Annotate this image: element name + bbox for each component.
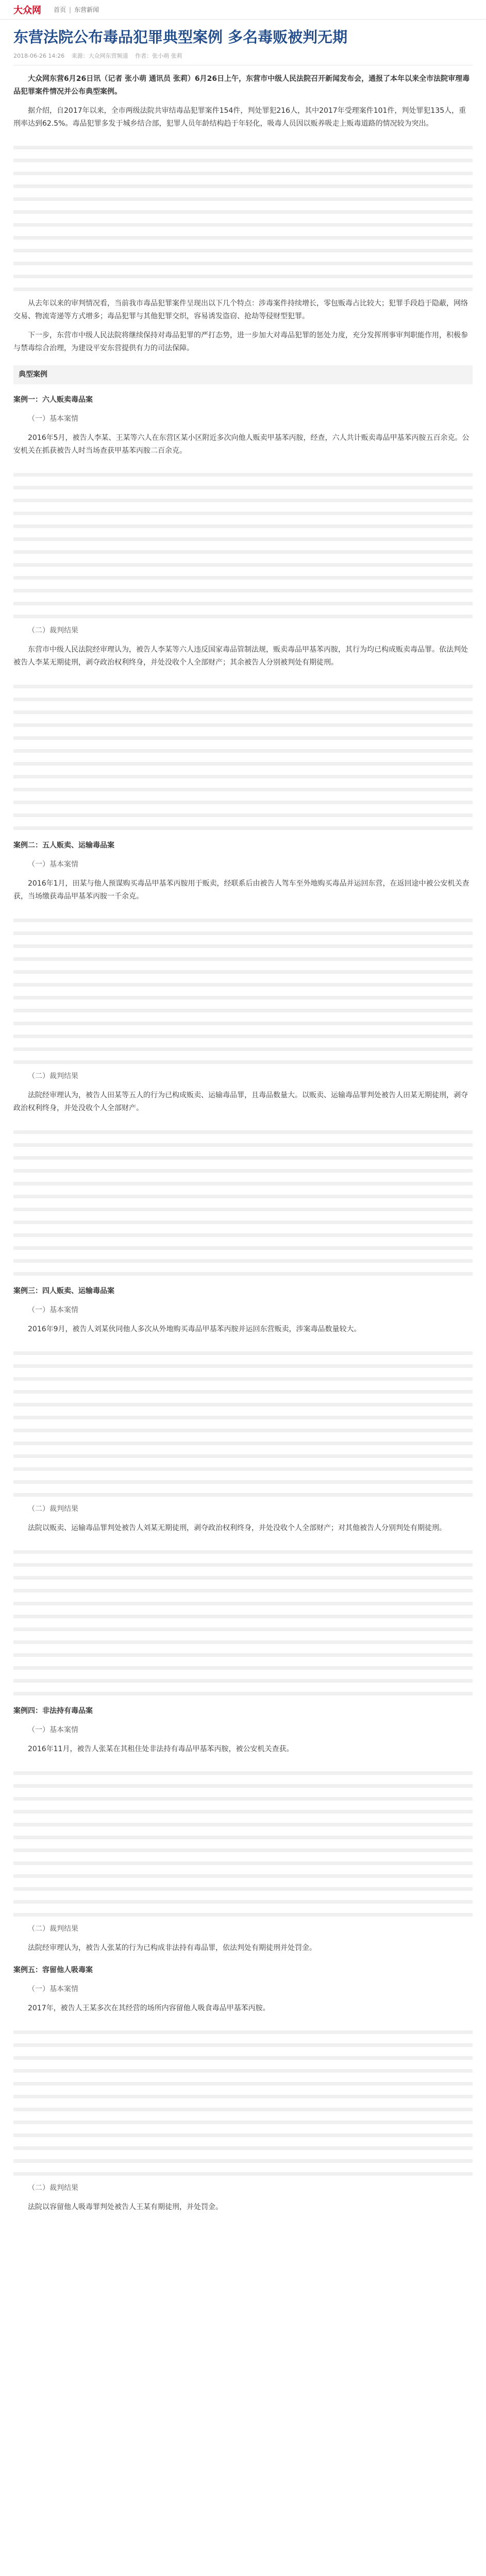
article-text-block	[13, 464, 473, 618]
case-body: 法院以容留他人吸毒罪判处被告人王某有期徒刑，并处罚金。	[28, 2203, 223, 2211]
article-paragraph: 下一步，东营市中级人民法院将继续保持对毒品犯罪的严打态势，进一步加大对毒品犯罪的惩处力度，充分发挥刑事审判职能作用，积极参与禁毒综合治理，为建设平安东营提供有力的司法保障。	[13, 331, 468, 352]
case-body: 东营市中级人民法院经审理认为，被告人李某等六人违反国家毒品管制法规，贩卖毒品甲基苯丙胺，其行为均已构成贩卖毒品罪。依法判处被告人李某无期徒刑，剥夺政治权利终身，并处没收个人全部财产；其余被告人分别被判处有期徒刑。	[13, 646, 468, 667]
case-body: 2016年9月，被告人刘某伙同他人多次从外地购买毒品甲基苯丙胺并运回东营贩卖，涉案毒品数量较大。	[28, 1325, 361, 1333]
case-subheading: （二）裁判结果	[28, 626, 78, 635]
article-text-block	[13, 137, 473, 291]
case-body: 2016年5月，被告人李某、王某等六人在东营区某小区附近多次向他人贩卖甲基苯丙胺，经查，六人共计贩卖毒品甲基苯丙胺五百余克。公安机关在抓获被告人时当场查获甲基苯丙胺二百余克。	[13, 434, 470, 455]
case-subheading: （一）基本案情	[28, 415, 78, 423]
case-subheading: （二）裁判结果	[28, 1072, 78, 1080]
case-subheading: （一）基本案情	[28, 1306, 78, 1314]
case-body: 法院以贩卖、运输毒品罪判处被告人刘某无期徒刑，剥夺政治权利终身，并处没收个人全部财产；对其他被告人分别判处有期徒刑。	[28, 1524, 446, 1532]
article-text-block	[13, 2021, 473, 2176]
breadcrumb-separator: |	[69, 6, 72, 13]
top-navigation-bar	[0, 0, 486, 20]
article-body	[13, 73, 473, 2214]
case-heading: 案例五：容留他人吸毒案	[13, 1966, 93, 1974]
article-source: 来源：大众网东营频道	[71, 53, 128, 59]
article-lead: 大众网东营6月26日讯（记者 张小萌 通讯员 张莉）6月26日上午，东营市中级人民法院召开新闻发布会，通报了本年以来全市法院审理毒品犯罪案件情况并公布典型案例。	[13, 75, 470, 96]
breadcrumb-channel[interactable]: 东营新闻	[74, 6, 99, 13]
article-text-block	[13, 909, 473, 1064]
article-title: 东营法院公布毒品犯罪典型案例 多名毒贩被判无期	[13, 28, 348, 46]
article-meta	[13, 52, 473, 65]
article-text-block	[13, 1121, 473, 1276]
case-subheading: （一）基本案情	[28, 1985, 78, 1993]
article-text-block	[13, 1541, 473, 1696]
case-subheading: （二）裁判结果	[28, 1505, 78, 1513]
breadcrumb-home[interactable]: 首页	[54, 6, 66, 13]
case-subheading: （二）裁判结果	[28, 2184, 78, 2192]
case-subheading: （一）基本案情	[28, 860, 78, 869]
case-body: 法院经审理认为，被告人田某等五人的行为已构成贩卖、运输毒品罪，且毒品数量大。以贩卖、运输毒品罪判处被告人田某无期徒刑，剥夺政治权利终身，并处没收个人全部财产。	[13, 1091, 468, 1112]
article-text-block	[13, 1762, 473, 1917]
publish-date: 2018-06-26 14:26	[13, 53, 65, 59]
article-text-block	[13, 1342, 473, 1497]
article-text-block	[13, 675, 473, 830]
article-paragraph: 从去年以来的审判情况看，当前我市毒品犯罪案件呈现出以下几个特点：涉毒案件持续增长，零包贩毒占比较大；犯罪手段趋于隐蔽，网络交易、物流寄递等方式增多；毒品犯罪与其他犯罪交织，容易诱发盗窃、抢劫等侵财型犯罪。	[13, 299, 468, 320]
article-paragraph: 据介绍，自2017年以来，全市两级法院共审结毒品犯罪案件154件，判处罪犯216人，其中2017年受理案件101件，判处罪犯135人，重刑率达到62.5%。毒品犯罪多发于城乡结合部，犯罪人员年龄结构趋于年轻化，吸毒人员因以贩养吸走上贩毒道路的情况较为突出。	[13, 107, 466, 128]
article-container	[0, 20, 486, 2235]
case-heading: 案例四：非法持有毒品案	[13, 1707, 93, 1715]
case-subheading: （二）裁判结果	[28, 1925, 78, 1933]
case-subheading: （一）基本案情	[28, 1726, 78, 1734]
case-body: 法院经审理认为，被告人张某的行为已构成非法持有毒品罪，依法判处有期徒刑并处罚金。	[28, 1944, 316, 1952]
case-body: 2016年1月，田某与他人预谋购买毒品甲基苯丙胺用于贩卖，经联系后由被告人驾车至外地购买毒品并运回东营，在返回途中被公安机关查获，当场缴获毒品甲基苯丙胺一千余克。	[13, 879, 470, 901]
case-body: 2017年，被告人王某多次在其经营的场所内容留他人吸食毒品甲基苯丙胺。	[28, 2004, 270, 2012]
case-heading: 案例一：六人贩卖毒品案	[13, 396, 93, 404]
case-heading: 案例二：五人贩卖、运输毒品案	[13, 841, 114, 850]
article-editor: 作者：张小萌 张莉	[135, 53, 182, 59]
site-logo[interactable]: 大众网	[13, 5, 41, 16]
case-heading: 案例三：四人贩卖、运输毒品案	[13, 1287, 114, 1295]
section-header-typical-cases: 典型案例	[13, 365, 473, 384]
case-body: 2016年11月，被告人张某在其租住处非法持有毒品甲基苯丙胺，被公安机关查获。	[28, 1745, 294, 1753]
